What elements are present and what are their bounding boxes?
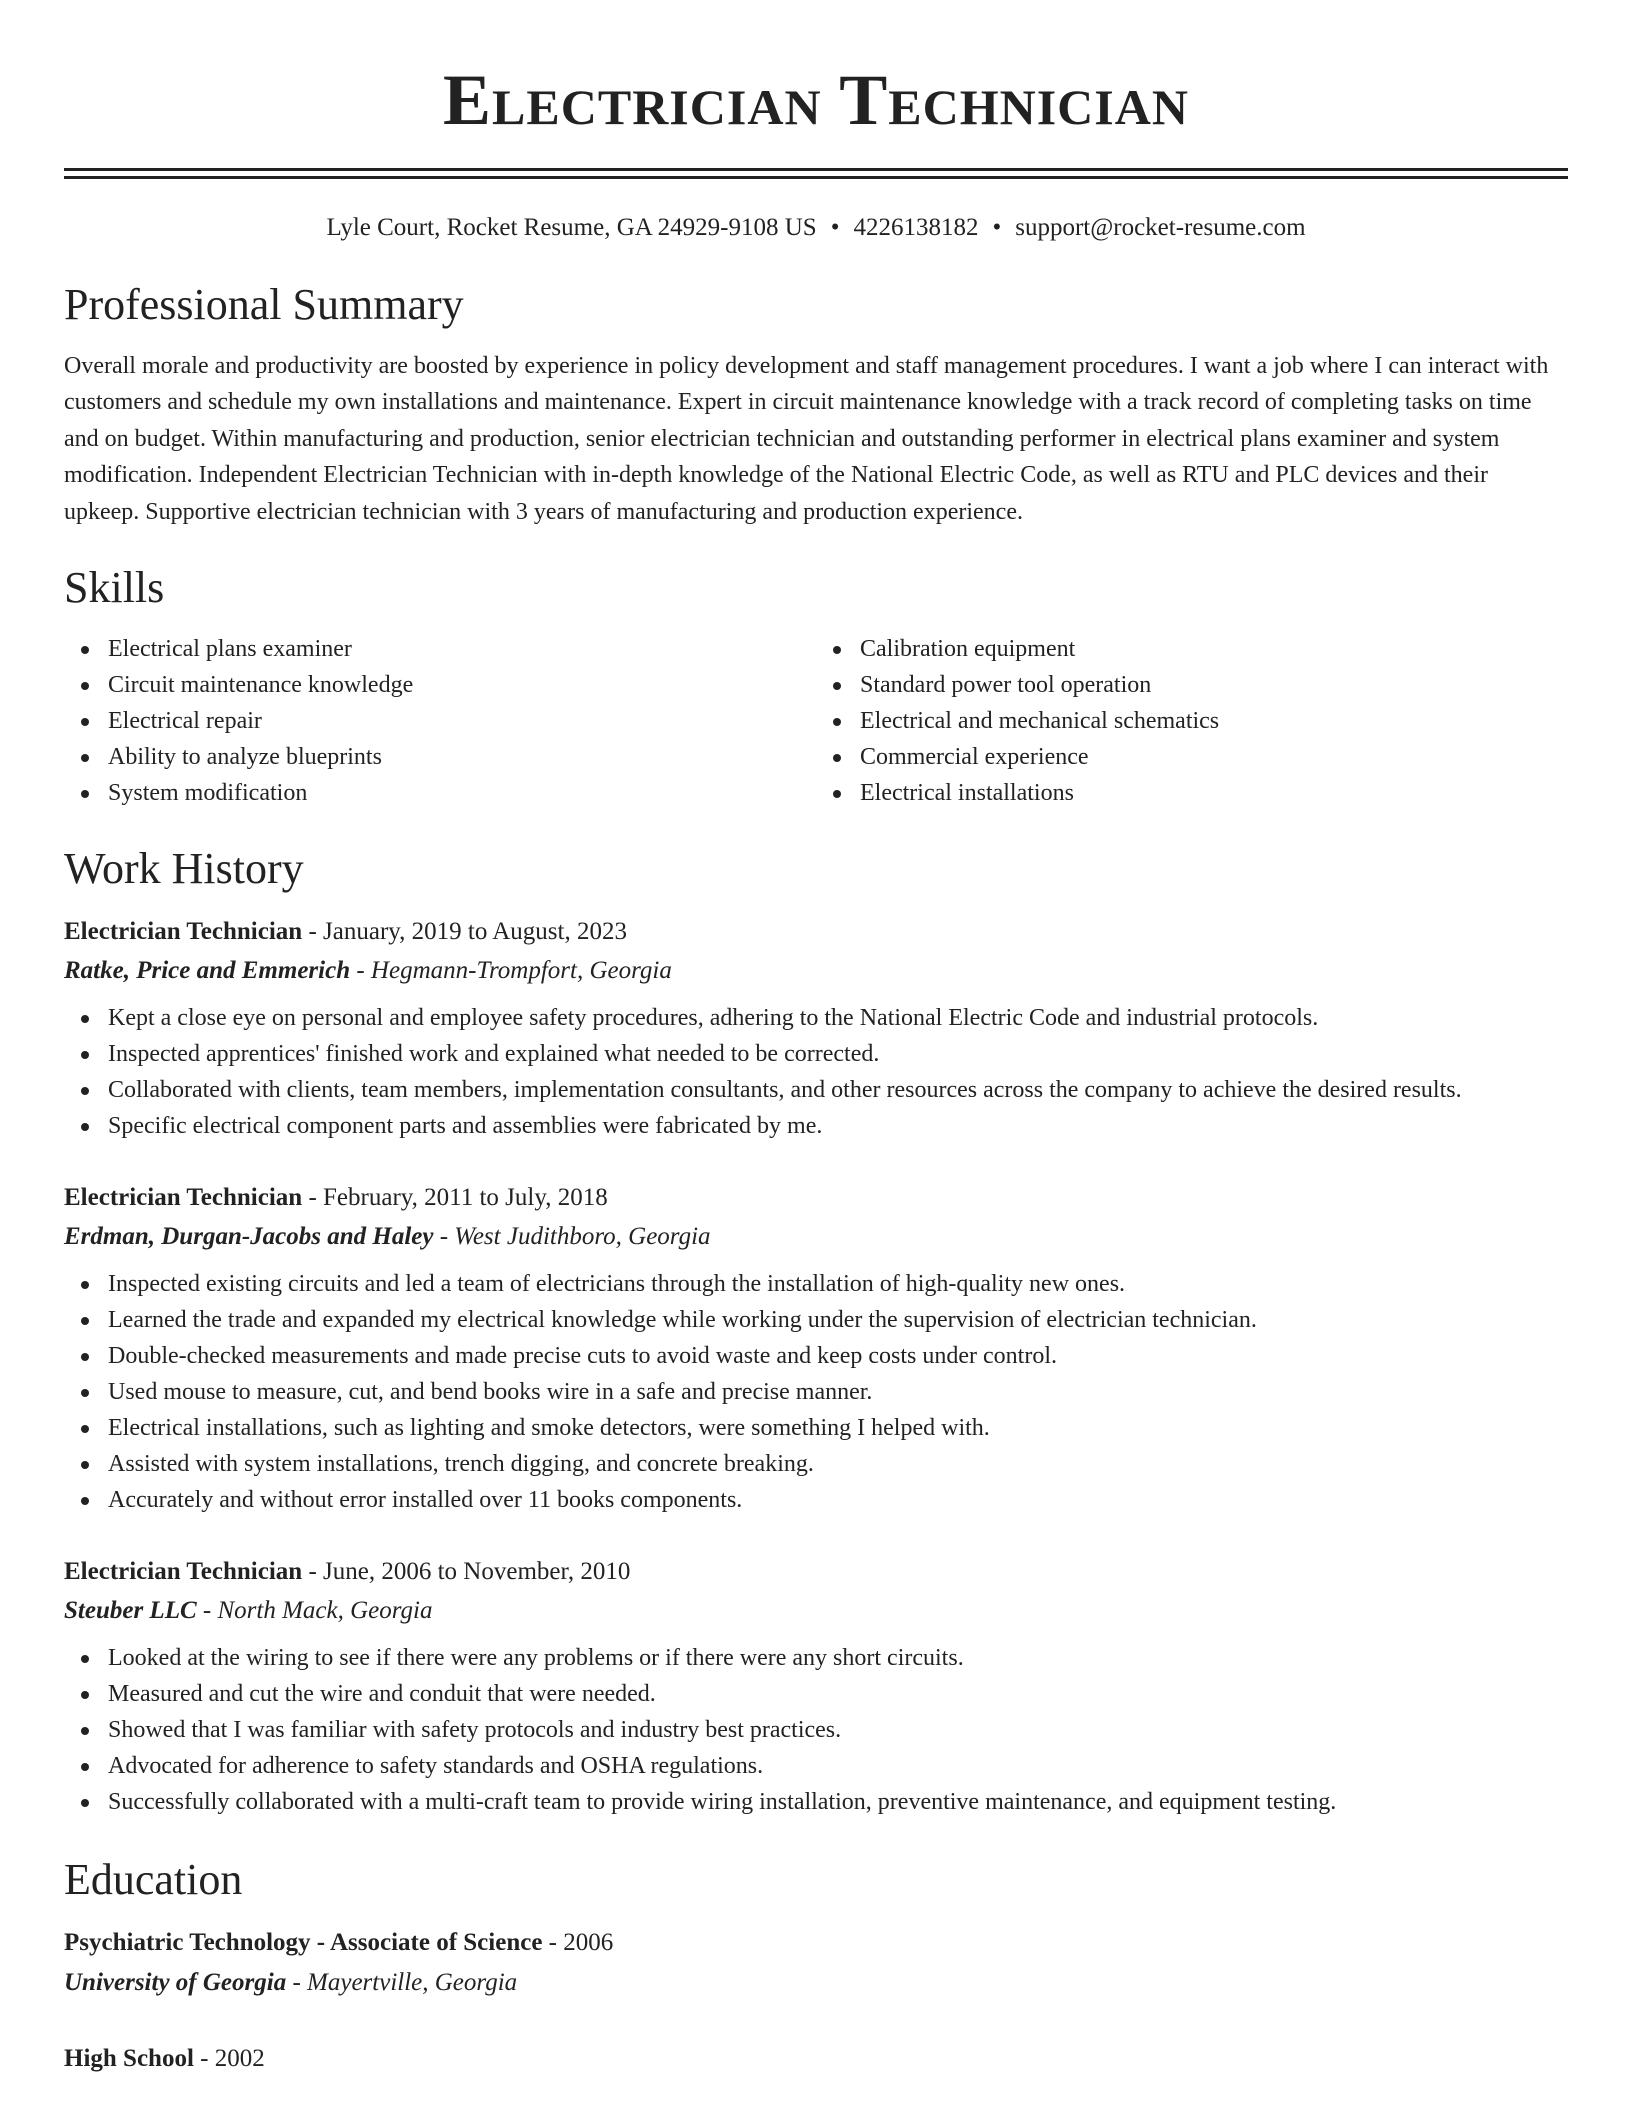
contact-separator: • (830, 214, 840, 241)
education-degree-line (64, 2039, 1568, 2079)
skill-item: Electrical repair (64, 703, 816, 739)
job-location: - Hegmann-Trompfort, Georgia (350, 956, 672, 984)
job-company: Erdman, Durgan-Jacobs and Haley (64, 1222, 434, 1250)
skill-item: Standard power tool operation (816, 667, 1568, 703)
work-history-heading: Work History (64, 844, 304, 894)
job-duty: Successfully collaborated with a multi-craft team to provide wiring installation, preventive maintenance, and equipment testing. (64, 1784, 1568, 1820)
contact-phone: 4226138182 (853, 214, 979, 241)
skills-list (64, 631, 1568, 811)
job-duties (64, 1266, 1568, 1518)
job-title-line (64, 912, 1568, 951)
education-school-line (64, 1963, 1568, 2003)
job-company: Steuber LLC (64, 1596, 197, 1624)
skill-item: Electrical installations (816, 775, 1568, 811)
education-location: - Mayertville, Georgia (286, 1968, 518, 1996)
job-entry (64, 912, 1568, 1144)
job-entry (64, 1178, 1568, 1518)
job-company-line (64, 951, 1568, 990)
education-degree: Psychiatric Technology - Associate of Science (64, 1928, 543, 1956)
resume-name: Electrician Technician (443, 60, 1189, 140)
education-year: - 2002 (193, 2044, 265, 2072)
skill-item: Circuit maintenance knowledge (64, 667, 816, 703)
contact-address: Lyle Court, Rocket Resume, GA 24929-9108 US (326, 214, 817, 241)
skills-column-right (816, 631, 1568, 811)
skills-column-left (64, 631, 816, 811)
job-duty: Collaborated with clients, team members, implementation consultants, and other resources across the company to achieve the desired results. (64, 1072, 1568, 1108)
contact-email: support@rocket-resume.com (1015, 214, 1306, 241)
skills-heading: Skills (64, 563, 165, 613)
skill-item: Ability to analyze blueprints (64, 739, 816, 775)
skill-item: Electrical plans examiner (64, 631, 816, 667)
job-duty: Double-checked measurements and made precise cuts to avoid waste and keep costs under control. (64, 1338, 1568, 1374)
job-duties (64, 1640, 1568, 1820)
contact-line (64, 213, 1568, 243)
job-duty: Inspected existing circuits and led a team of electricians through the installation of high-quality new ones. (64, 1266, 1568, 1302)
job-entry (64, 1552, 1568, 1820)
education-year: - 2006 (542, 1928, 614, 1956)
job-duty: Advocated for adherence to safety standards and OSHA regulations. (64, 1748, 1568, 1784)
job-duty: Electrical installations, such as lighting and smoke detectors, were something I helped with. (64, 1410, 1568, 1446)
education-entry (64, 1923, 1568, 2003)
job-duty: Showed that I was familiar with safety protocols and industry best practices. (64, 1712, 1568, 1748)
header-rule-top (64, 168, 1568, 171)
job-duty: Looked at the wiring to see if there were any problems or if there were any short circuits. (64, 1640, 1568, 1676)
summary-text: Overall morale and productivity are boosted by experience in policy development and staff management procedures. I want a job where I can interact with customers and schedule my own installations and maintenance. Expert in circuit maintenance knowledge with a track record of completing tasks on time and on budget. Within manufacturing and production, senior electrician technician and outstanding performer in electrical plans examiner and system modification. Independent Electrician Technician with in-depth knowledge of the National Electric Code, as well as RTU and PLC devices and their upkeep. Supportive electrician technician with 3 years of manufacturing and production experience. (64, 352, 1549, 525)
education-entry (64, 2039, 1568, 2079)
job-title: Electrician Technician (64, 917, 303, 945)
skill-item: Commercial experience (816, 739, 1568, 775)
skill-item: Electrical and mechanical schematics (816, 703, 1568, 739)
job-duty: Learned the trade and expanded my electrical knowledge while working under the supervision of electrician technician. (64, 1302, 1568, 1338)
job-title: Electrician Technician (64, 1557, 303, 1585)
job-duty: Specific electrical component parts and assemblies were fabricated by me. (64, 1108, 1568, 1144)
job-duty: Assisted with system installations, trench digging, and concrete breaking. (64, 1446, 1568, 1482)
education-heading: Education (64, 1854, 243, 1904)
education-school: University of Georgia (64, 1968, 287, 1996)
job-company-line (64, 1591, 1568, 1630)
job-location: - West Judithboro, Georgia (433, 1222, 711, 1250)
job-dates: - February, 2011 to July, 2018 (302, 1183, 608, 1211)
job-company-line (64, 1217, 1568, 1256)
summary-heading: Professional Summary (64, 280, 464, 329)
header-rule-bottom (64, 176, 1568, 179)
education-degree-line (64, 1923, 1568, 1963)
job-location: - North Mack, Georgia (196, 1596, 433, 1624)
job-title-line (64, 1178, 1568, 1217)
job-duty: Inspected apprentices' finished work and explained what needed to be corrected. (64, 1036, 1568, 1072)
job-dates: - June, 2006 to November, 2010 (302, 1557, 631, 1585)
skill-item: System modification (64, 775, 816, 811)
job-duty: Measured and cut the wire and conduit that were needed. (64, 1676, 1568, 1712)
contact-separator: • (992, 214, 1002, 241)
skill-item: Calibration equipment (816, 631, 1568, 667)
job-dates: - January, 2019 to August, 2023 (302, 917, 627, 945)
job-title-line (64, 1552, 1568, 1591)
job-duties (64, 1000, 1568, 1144)
job-company: Ratke, Price and Emmerich (64, 956, 351, 984)
job-duty: Kept a close eye on personal and employee safety procedures, adhering to the National Electric Code and industrial protocols. (64, 1000, 1568, 1036)
job-duty: Accurately and without error installed over 11 books components. (64, 1482, 1568, 1518)
job-title: Electrician Technician (64, 1183, 303, 1211)
job-duty: Used mouse to measure, cut, and bend books wire in a safe and precise manner. (64, 1374, 1568, 1410)
education-degree: High School (64, 2044, 194, 2072)
